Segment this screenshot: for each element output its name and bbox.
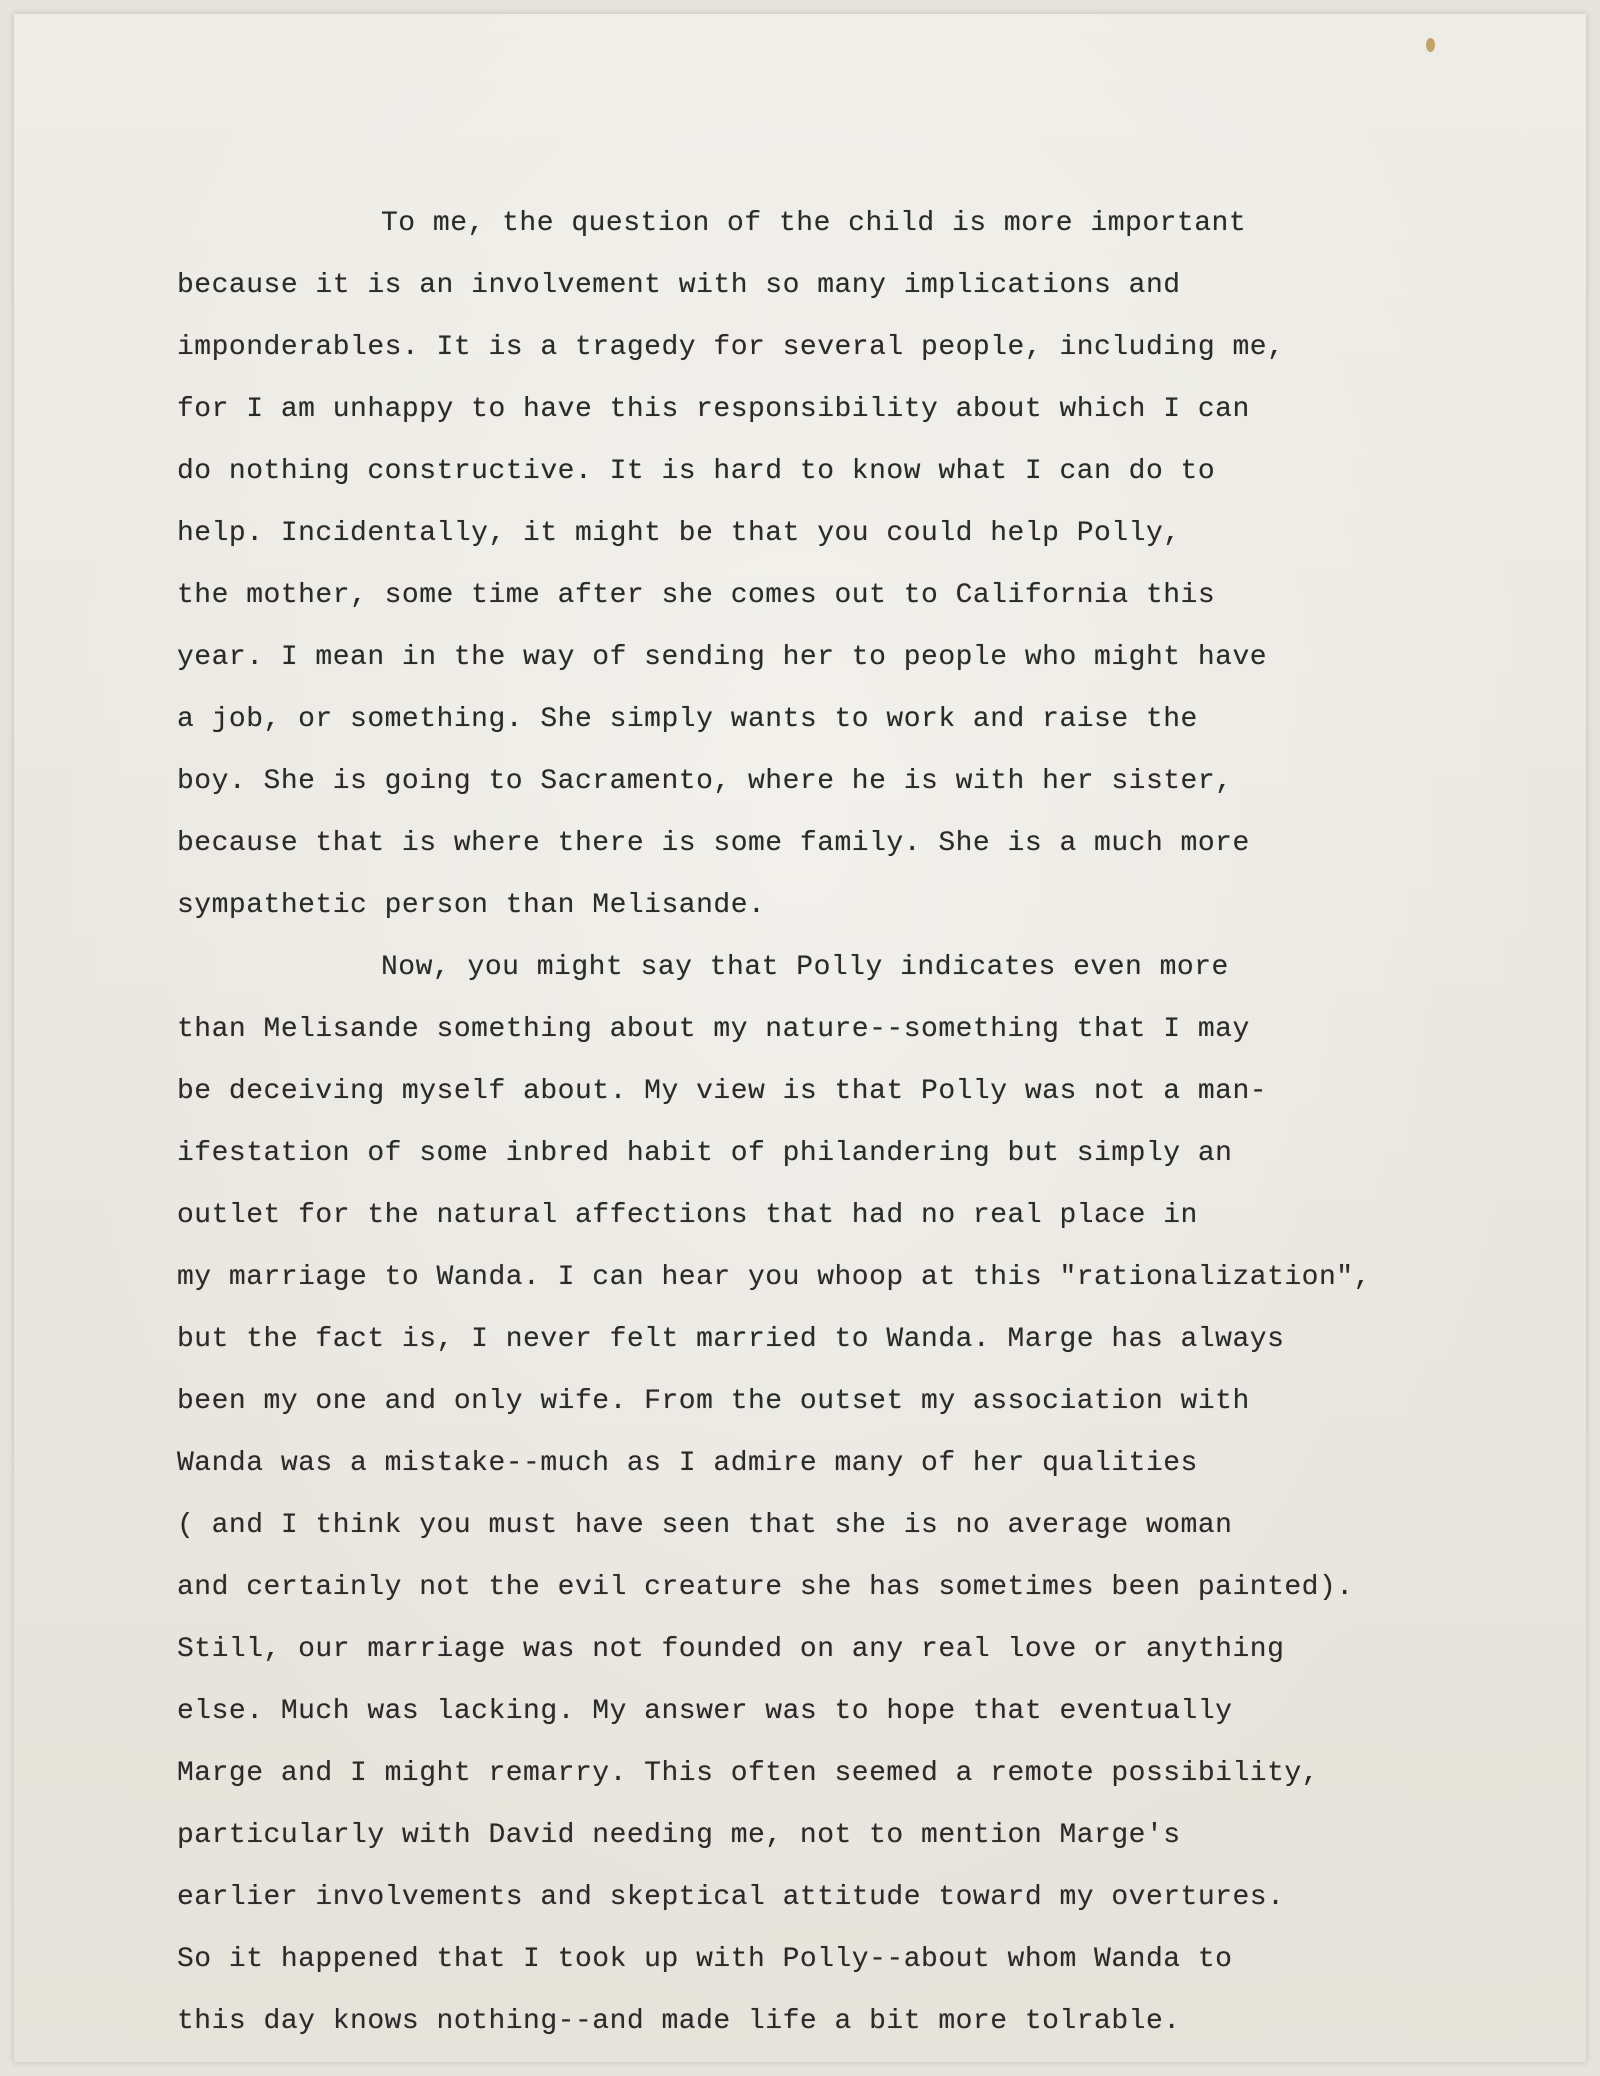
text-line: sympathetic person than Melisande.: [177, 890, 766, 921]
letter-body: [14, 14, 1586, 2062]
text-line: because that is where there is some family. She is a much more: [177, 828, 1250, 859]
text-line: a job, or something. She simply wants to work and raise the: [177, 704, 1198, 735]
text-line: So it happened that I took up with Polly--about whom Wanda to: [177, 1944, 1233, 1975]
text-line: this day knows nothing--and made life a bit more tolrable.: [177, 2006, 1181, 2037]
text-line: Now, you might say that Polly indicates even more: [381, 952, 1229, 983]
text-line: Wanda was a mistake--much as I admire many of her qualities: [177, 1448, 1198, 1479]
text-line: and certainly not the evil creature she has sometimes been painted).: [177, 1572, 1354, 1603]
text-line: imponderables. It is a tragedy for several people, including me,: [177, 332, 1285, 363]
text-line: but the fact is, I never felt married to Wanda. Marge has always: [177, 1324, 1285, 1355]
text-line: Still, our marriage was not founded on any real love or anything: [177, 1634, 1285, 1665]
text-line: than Melisande something about my nature--something that I may: [177, 1014, 1250, 1045]
text-line: because it is an involvement with so many implications and: [177, 270, 1181, 301]
text-line: particularly with David needing me, not to mention Marge's: [177, 1820, 1181, 1851]
text-line: boy. She is going to Sacramento, where he is with her sister,: [177, 766, 1233, 797]
text-line: ifestation of some inbred habit of philandering but simply an: [177, 1138, 1233, 1169]
text-line: been my one and only wife. From the outset my association with: [177, 1386, 1250, 1417]
text-line: ( and I think you must have seen that she is no average woman: [177, 1510, 1233, 1541]
text-line: else. Much was lacking. My answer was to hope that eventually: [177, 1696, 1233, 1727]
text-line: Marge and I might remarry. This often seemed a remote possibility,: [177, 1758, 1319, 1789]
text-line: be deceiving myself about. My view is that Polly was not a man-: [177, 1076, 1268, 1107]
text-line: help. Incidentally, it might be that you could help Polly,: [177, 518, 1181, 549]
text-line: my marriage to Wanda. I can hear you whoop at this "rationalization",: [177, 1262, 1371, 1293]
text-line: do nothing constructive. It is hard to know what I can do to: [177, 456, 1216, 487]
text-line: the mother, some time after she comes out to California this: [177, 580, 1216, 611]
text-line: year. I mean in the way of sending her to people who might have: [177, 642, 1268, 673]
text-line: To me, the question of the child is more important: [381, 208, 1247, 239]
typewritten-page: [14, 14, 1586, 2062]
text-line: earlier involvements and skeptical attitude toward my overtures.: [177, 1882, 1285, 1913]
text-line: for I am unhappy to have this responsibility about which I can: [177, 394, 1250, 425]
text-line: outlet for the natural affections that had no real place in: [177, 1200, 1198, 1231]
